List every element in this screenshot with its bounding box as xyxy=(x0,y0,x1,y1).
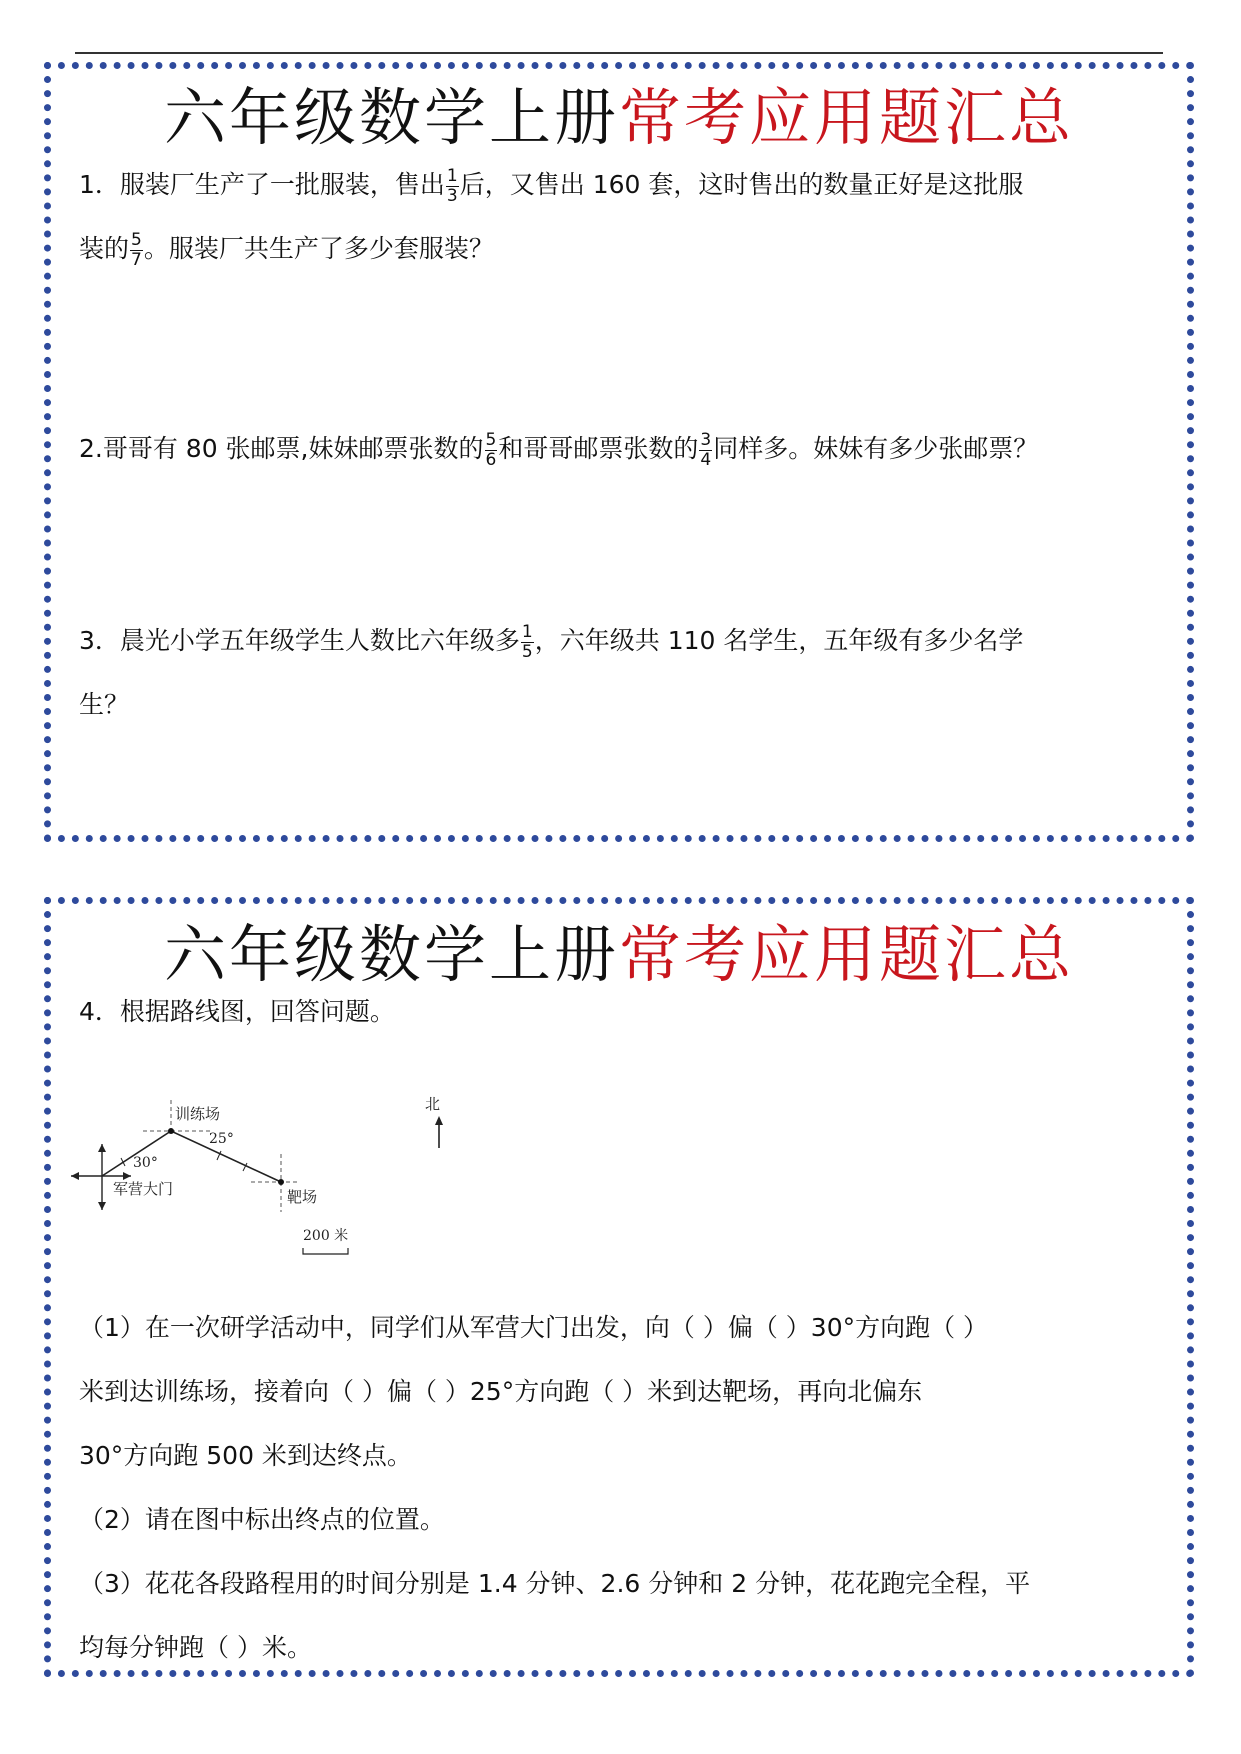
question-2 xyxy=(79,417,1149,481)
title-red-part: 常考应用题汇总 xyxy=(619,918,1075,991)
question-1-line-1 xyxy=(79,153,1149,217)
question-1 xyxy=(79,153,1149,281)
route-line xyxy=(102,1131,281,1182)
question-1-line-2 xyxy=(79,217,1149,281)
title-red-part: 常考应用题汇总 xyxy=(619,81,1075,154)
q4-p1-line-1: （1）在一次研学活动中，同学们从军营大门出发，向（ ）偏（ ）30°方向跑（ ） xyxy=(79,1313,989,1342)
card-1-title xyxy=(51,81,1187,154)
question-3 xyxy=(79,609,1149,737)
angle-25-label: 25° xyxy=(209,1131,234,1147)
fraction-five-sixths: $\frac{5}{6}$ xyxy=(485,429,497,470)
north-arrow-small-icon xyxy=(98,1144,106,1152)
west-arrow-icon xyxy=(71,1172,79,1180)
q4-p1-line-2: 米到达训练场，接着向（ ）偏（ ）25°方向跑（ ）米到达靶场，再向北偏东 xyxy=(79,1377,923,1406)
q2-text-a: 2.哥哥有 80 张邮票,妹妹邮票张数的 xyxy=(79,434,484,463)
q1-text-d: 。服装厂共生产了多少套服装？ xyxy=(143,234,494,263)
question-3-line-2: 生？ xyxy=(79,690,130,719)
fraction-one-fifth: $\frac{1}{5}$ xyxy=(521,621,533,662)
q3-text-b: ，六年级共 110 名学生，五年级有多少名学 xyxy=(534,626,1024,655)
range-point xyxy=(278,1179,284,1185)
south-arrow-icon xyxy=(98,1202,106,1210)
q2-text-c: 同样多。妹妹有多少张邮票？ xyxy=(713,434,1039,463)
range-label: 靶场 xyxy=(287,1188,318,1206)
north-arrow-icon xyxy=(429,1114,449,1154)
q1-text-b: 后，又售出 160 套，这时售出的数量正好是这批服 xyxy=(459,170,1024,199)
question-4-intro: 4．根据路线图，回答问题。 xyxy=(79,997,395,1026)
training-label: 训练场 xyxy=(175,1105,221,1123)
q2-text-b: 和哥哥邮票张数的 xyxy=(498,434,699,463)
q4-p3-line-1: （3）花花各段路程用的时间分别是 1.4 分钟、2.6 分钟和 2 分钟，花花跑完全程，平 xyxy=(79,1569,1031,1598)
camp-label: 军营大门 xyxy=(113,1180,174,1198)
scale-bar xyxy=(303,1248,348,1254)
q4-p3-line-2: 均每分钟跑（ ）米。 xyxy=(79,1633,312,1662)
worksheet-card-2 xyxy=(44,897,1194,1677)
angle-30-label: 30° xyxy=(133,1155,158,1171)
training-point xyxy=(168,1128,174,1134)
worksheet-card-1 xyxy=(44,62,1194,842)
q1-text-a: 1．服装厂生产了一批服装，售出 xyxy=(79,170,445,199)
fraction-one-third: $\frac{1}{3}$ xyxy=(446,165,458,206)
top-rule xyxy=(75,52,1163,54)
q1-text-c: 装的 xyxy=(79,234,130,263)
fraction-three-fourths: $\frac{3}{4}$ xyxy=(700,429,712,470)
card-2-title xyxy=(51,918,1187,991)
title-dark-part: 六年级数学上册 xyxy=(163,918,619,991)
route-map xyxy=(71,1074,441,1264)
q3-text-a: 3．晨光小学五年级学生人数比六年级多 xyxy=(79,626,520,655)
q4-p1-line-3: 30°方向跑 500 米到达终点。 xyxy=(79,1441,412,1470)
question-3-line-1 xyxy=(79,609,1149,673)
title-dark-part: 六年级数学上册 xyxy=(163,81,619,154)
fraction-five-sevenths: $\frac{5}{7}$ xyxy=(131,229,142,270)
question-4-part-2: （2）请在图中标出终点的位置。 xyxy=(79,1505,445,1534)
question-4-part-1 xyxy=(79,1296,1149,1680)
scale-label: 200 米 xyxy=(303,1228,349,1244)
north-label: 北 xyxy=(425,1095,441,1113)
east-arrow-icon xyxy=(123,1172,131,1180)
